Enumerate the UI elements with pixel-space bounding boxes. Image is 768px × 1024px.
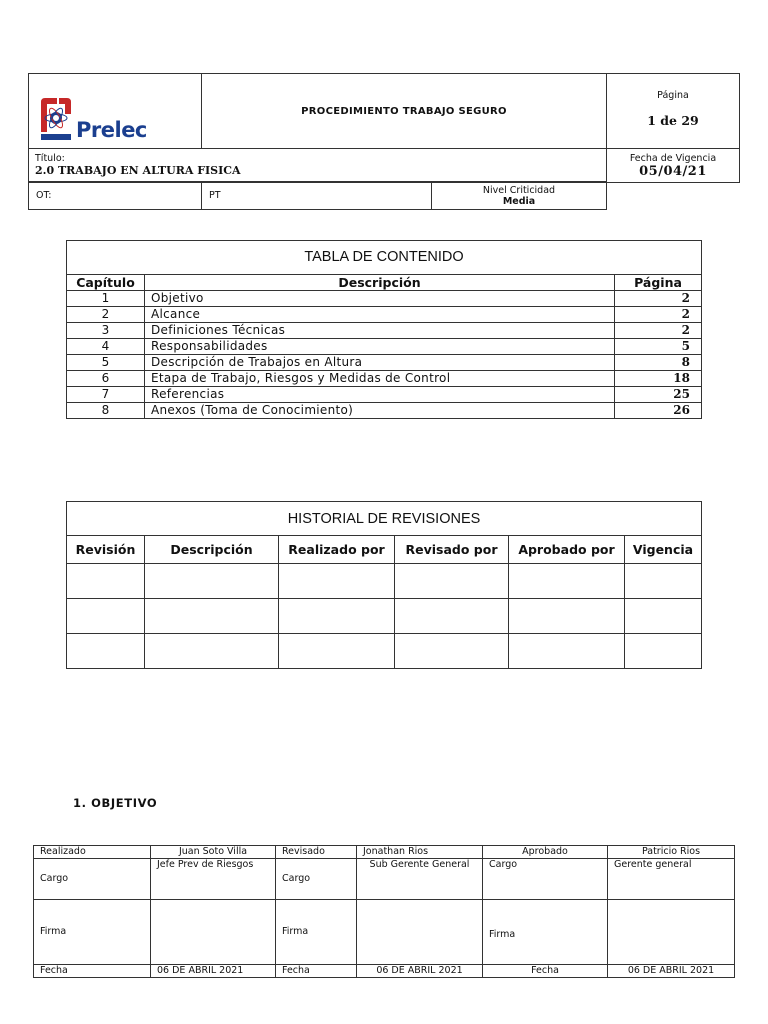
empty-cell	[279, 599, 395, 634]
empty-cell	[279, 634, 395, 669]
table-row	[67, 634, 702, 669]
empty-cell	[67, 634, 145, 669]
empty-cell	[395, 564, 509, 599]
empty-cell	[395, 634, 509, 669]
table-row	[67, 403, 702, 419]
toc-header-capitulo: Capítulo	[67, 275, 145, 291]
toc-num: 8	[67, 403, 145, 419]
firma-label: Firma	[34, 900, 151, 965]
fecha-vigencia-cell	[607, 149, 740, 183]
empty-cell	[145, 599, 279, 634]
toc-page: 2	[615, 291, 702, 307]
empty-cell	[625, 564, 702, 599]
fecha-aprobado: 06 DE ABRIL 2021	[608, 965, 735, 978]
toc-desc: Descripción de Trabajos en Altura	[145, 355, 615, 371]
empty-cell	[145, 634, 279, 669]
page-cell	[607, 74, 740, 149]
titulo-cell	[29, 149, 607, 183]
history-header-revisado: Revisado por	[395, 536, 509, 564]
toc-num: 6	[67, 371, 145, 387]
table-row	[67, 323, 702, 339]
firma-realizado-cell	[151, 900, 276, 965]
empty-cell	[509, 599, 625, 634]
section-heading-objetivo: 1. OBJETIVO	[73, 796, 158, 810]
empty-cell	[509, 634, 625, 669]
signature-table	[33, 845, 735, 978]
toc-page: 8	[615, 355, 702, 371]
fecha-label: Fecha	[483, 965, 608, 978]
aprobado-name: Patricio Rios	[608, 846, 735, 859]
realizado-name: Juan Soto Villa	[151, 846, 276, 859]
table-row	[67, 599, 702, 634]
toc-title: TABLA DE CONTENIDO	[67, 241, 702, 275]
history-header-revision: Revisión	[67, 536, 145, 564]
revisado-label: Revisado	[276, 846, 357, 859]
cargo-label: Cargo	[34, 859, 151, 900]
toc-page: 18	[615, 371, 702, 387]
history-header-realizado: Realizado por	[279, 536, 395, 564]
fecha-vigencia-label: Fecha de Vigencia	[629, 153, 717, 164]
fecha-revisado: 06 DE ABRIL 2021	[357, 965, 483, 978]
history-title: HISTORIAL DE REVISIONES	[67, 502, 702, 536]
toc-num: 4	[67, 339, 145, 355]
fecha-vigencia-value: 05/04/21	[639, 164, 707, 179]
toc-page: 26	[615, 403, 702, 419]
titulo-label: Título:	[35, 153, 65, 164]
table-of-contents	[66, 240, 702, 419]
nivel-criticidad	[432, 182, 607, 210]
page-number: 1 de 29	[647, 113, 699, 128]
table-row	[67, 387, 702, 403]
nivel-label: Nivel Criticidad	[482, 184, 556, 196]
realizado-label: Realizado	[34, 846, 151, 859]
header-ot-row	[28, 181, 607, 210]
toc-num: 7	[67, 387, 145, 403]
empty-cell	[279, 564, 395, 599]
titulo-value: 2.0 TRABAJO EN ALTURA FISICA	[35, 164, 241, 177]
prelec-logo-icon	[37, 96, 75, 140]
fecha-realizado: 06 DE ABRIL 2021	[151, 965, 276, 978]
toc-num: 2	[67, 307, 145, 323]
revisado-name: Jonathan Rios	[357, 846, 483, 859]
toc-header-descripcion: Descripción	[145, 275, 615, 291]
history-header-vigencia: Vigencia	[625, 536, 702, 564]
cargo-realizado: Jefe Prev de Riesgos	[151, 859, 276, 900]
fecha-label: Fecha	[276, 965, 357, 978]
table-row	[67, 564, 702, 599]
empty-cell	[625, 634, 702, 669]
toc-num: 1	[67, 291, 145, 307]
table-row	[67, 355, 702, 371]
pt-label: PT	[202, 182, 432, 210]
toc-num: 3	[67, 323, 145, 339]
toc-desc: Referencias	[145, 387, 615, 403]
cargo-label: Cargo	[483, 859, 608, 900]
toc-page: 2	[615, 307, 702, 323]
empty-cell	[509, 564, 625, 599]
toc-num: 5	[67, 355, 145, 371]
history-header-aprobado: Aprobado por	[509, 536, 625, 564]
toc-desc: Responsabilidades	[145, 339, 615, 355]
history-header-descripcion: Descripción	[145, 536, 279, 564]
table-row	[67, 371, 702, 387]
empty-cell	[67, 564, 145, 599]
empty-cell	[395, 599, 509, 634]
cargo-revisado: Sub Gerente General	[357, 859, 483, 900]
ot-label: OT:	[29, 182, 202, 210]
firma-label: Firma	[483, 900, 608, 965]
firma-revisado-cell	[357, 900, 483, 965]
toc-desc: Alcance	[145, 307, 615, 323]
table-row	[67, 339, 702, 355]
empty-cell	[145, 564, 279, 599]
document-header	[28, 73, 740, 183]
firma-label: Firma	[276, 900, 357, 965]
toc-page: 5	[615, 339, 702, 355]
document-title: PROCEDIMIENTO TRABAJO SEGURO	[202, 74, 607, 149]
company-logo	[37, 96, 147, 140]
logo-cell	[29, 74, 202, 149]
toc-desc: Objetivo	[145, 291, 615, 307]
empty-cell	[67, 599, 145, 634]
logo-text: Prelec	[76, 118, 147, 142]
toc-page: 2	[615, 323, 702, 339]
firma-aprobado-cell	[608, 900, 735, 965]
cargo-label: Cargo	[276, 859, 357, 900]
toc-page: 25	[615, 387, 702, 403]
fecha-label: Fecha	[34, 965, 151, 978]
table-row	[67, 291, 702, 307]
cargo-aprobado: Gerente general	[608, 859, 735, 900]
table-row	[67, 307, 702, 323]
page-label: Página	[657, 90, 689, 101]
toc-desc: Etapa de Trabajo, Riesgos y Medidas de Control	[145, 371, 615, 387]
nivel-value: Media	[502, 195, 536, 207]
empty-cell	[625, 599, 702, 634]
toc-desc: Anexos (Toma de Conocimiento)	[145, 403, 615, 419]
toc-desc: Definiciones Técnicas	[145, 323, 615, 339]
aprobado-label: Aprobado	[483, 846, 608, 859]
toc-header-pagina: Página	[615, 275, 702, 291]
revision-history-table	[66, 501, 702, 669]
